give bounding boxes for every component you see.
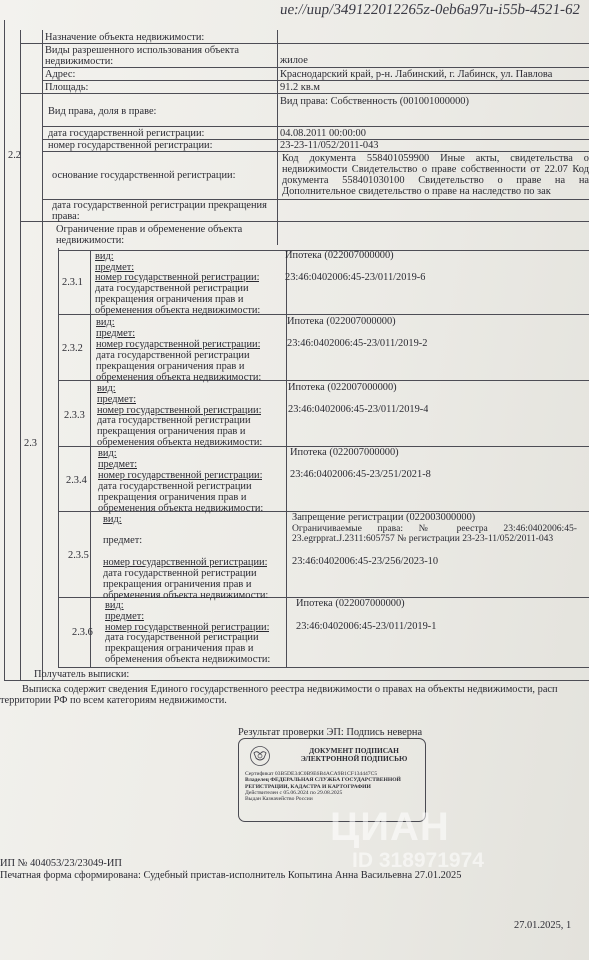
print-date: 27.01.2025, 1	[514, 920, 572, 931]
kind-value: Запрещение регистрации (022003000000)	[292, 512, 476, 523]
section-number-2-2: 2.2	[8, 150, 21, 161]
item-number: 2.3.6	[72, 627, 93, 638]
kind-label: вид:	[96, 317, 115, 328]
kind-label: вид:	[97, 383, 116, 394]
watermark-id: ID 318971974	[352, 849, 484, 872]
document-url-header: ue://uup/349122012265z-0eb6a97u-i55b-4521-62	[278, 2, 582, 18]
reg-number-value: 23:46:0402006:45-23/011/2019-2	[287, 338, 428, 349]
label-reg-end-date: дата государственной регистрации прекращения права:	[52, 200, 267, 222]
stamp-owner: Владелец ФЕДЕРАЛЬНАЯ СЛУЖБА ГОСУДАРСТВЕННОЙ РЕГИСТРАЦИИ, КАДАСТРА И КАРТОГРАФИИ	[245, 777, 401, 790]
section-number-2-3: 2.3	[24, 438, 37, 449]
subject-value: Ограничиваемые права: № реестра 23:46:0402006:45-23.egrpprat.J.2311:605757 № регистрации 23-23-11/052/2011-043	[292, 524, 577, 545]
label-right-type: Вид права, доля в праве:	[48, 106, 157, 117]
kind-value: Ипотека (022007000000)	[290, 447, 399, 458]
end-date-label: дата государственной регистрации прекращения ограничения прав и обременения объекта недвижимости:	[105, 632, 271, 665]
value-permitted-use: жилое	[280, 55, 308, 66]
reg-number-value: 23:46:0402006:45-23/011/2019-6	[285, 272, 426, 283]
encumbrance-title: Ограничение прав и обременение объекта недвижимости:	[56, 224, 243, 246]
reg-number-value: 23:46:0402006:45-23/256/2023-10	[292, 556, 439, 567]
value-reg-number: 23-23-11/052/2011-043	[280, 140, 379, 151]
end-date-label: дата государственной регистрации прекращения ограничения прав и обременения объекта недвижимости:	[95, 283, 261, 316]
kind-value: Ипотека (022007000000)	[287, 316, 396, 327]
subject-label: предмет:	[105, 611, 145, 622]
subject-label: предмет:	[95, 262, 135, 273]
end-date-label: дата государственной регистрации прекращения ограничения прав и обременения объекта недвижимости:	[96, 350, 262, 383]
label-reg-number: номер государственной регистрации:	[48, 140, 213, 151]
item-number: 2.3.5	[68, 550, 89, 561]
printed-by: Печатная форма сформирована: Судебный пристав-исполнитель Копытина Анна Васильевна 27.01.2025	[0, 870, 462, 881]
subject-label: предмет:	[103, 535, 143, 546]
footer-text: Выписка содержит сведения Единого государственного реестра недвижимости о правах на объекты недвижимости, расп территории РФ по всем категориям недвижимости.	[0, 684, 558, 706]
kind-value: Ипотека (022007000000)	[285, 250, 394, 261]
reg-number-value: 23:46:0402006:45-23/011/2019-4	[288, 404, 429, 415]
value-reg-date: 04.08.2011 00:00:00	[280, 128, 366, 139]
value-right-type: Вид права: Собственность (001001000000)	[280, 96, 469, 107]
item-number: 2.3.2	[62, 343, 83, 354]
label-reg-date: дата государственной регистрации:	[48, 128, 205, 139]
watermark-logo: ЦИАН	[330, 805, 450, 849]
cian-watermark	[330, 805, 484, 872]
subject-label: предмет:	[96, 328, 136, 339]
kind-label: вид:	[105, 600, 124, 611]
stamp-certificate: Сертификат 03B5DE34C0B9E6B4ACA9B1CF134447C5	[245, 771, 378, 777]
item-number: 2.3.1	[62, 277, 83, 288]
stamp-valid: Действителен с 05.06.2024 по 29.08.2025	[245, 789, 343, 796]
subject-label: предмет:	[98, 459, 138, 470]
label-address: Адрес:	[45, 69, 76, 80]
value-area: 91.2 кв.м	[280, 82, 320, 93]
value-reg-basis: Код документа 558401059900 Иные акты, свидетельства о недвижимости Свидетельство о праве собственности от 22.07 Код документа 558401030100 Свидетельство о праве на на Дополнительное свидетельство о праве на наследство по зак	[282, 153, 589, 197]
reg-number-label: номер государственной регистрации:	[97, 405, 262, 416]
coat-of-arms-icon	[249, 745, 271, 767]
recipient-label: Получатель выписки:	[34, 669, 130, 680]
end-date-label: дата государственной регистрации прекращения ограничения прав и обременения объекта недвижимости:	[98, 481, 264, 514]
kind-value: Ипотека (022007000000)	[288, 382, 397, 393]
ip-number: ИП № 404053/23/23049-ИП	[0, 858, 122, 869]
subject-label: предмет:	[97, 394, 137, 405]
value-address: Краснодарский край, р-н. Лабинский, г. Лабинск, ул. Павлова	[280, 69, 553, 80]
kind-label: вид:	[103, 514, 122, 525]
reg-number-label: номер государственной регистрации:	[95, 272, 260, 283]
reg-number-value: 23:46:0402006:45-23/011/2019-1	[296, 621, 437, 632]
reg-number-label: номер государственной регистрации:	[98, 470, 263, 481]
stamp-issuer: Выдан Казначейство России	[245, 796, 313, 803]
reg-number-value: 23:46:0402006:45-23/251/2021-8	[290, 469, 431, 480]
end-date-label: дата государственной регистрации прекращения ограничения прав и обременения объекта недвижимости:	[103, 568, 269, 601]
stamp-title: ДОКУМЕНТ ПОДПИСАН ЭЛЕКТРОННОЙ ПОДПИСЬЮ	[300, 746, 408, 764]
kind-value: Ипотека (022007000000)	[296, 598, 405, 609]
reg-number-label: номер государственной регистрации:	[105, 622, 270, 633]
item-number: 2.3.4	[66, 475, 87, 486]
label-area: Площадь:	[45, 82, 89, 93]
kind-label: вид:	[95, 251, 114, 262]
item-number: 2.3.3	[64, 410, 85, 421]
reg-number-label: номер государственной регистрации:	[96, 339, 261, 350]
end-date-label: дата государственной регистрации прекращения ограничения прав и обременения объекта недвижимости:	[97, 415, 263, 448]
kind-label: вид:	[98, 448, 117, 459]
stamp-details	[245, 771, 421, 802]
reg-number-label: номер государственной регистрации:	[103, 557, 268, 568]
signature-check-result: Результат проверки ЭП: Подпись неверна	[238, 727, 423, 738]
label-purpose: Назначение объекта недвижимости:	[45, 32, 205, 43]
label-reg-basis: основание государственной регистрации:	[52, 170, 236, 181]
label-permitted-use: Виды разрешенного использования объекта недвижимости:	[45, 45, 240, 67]
